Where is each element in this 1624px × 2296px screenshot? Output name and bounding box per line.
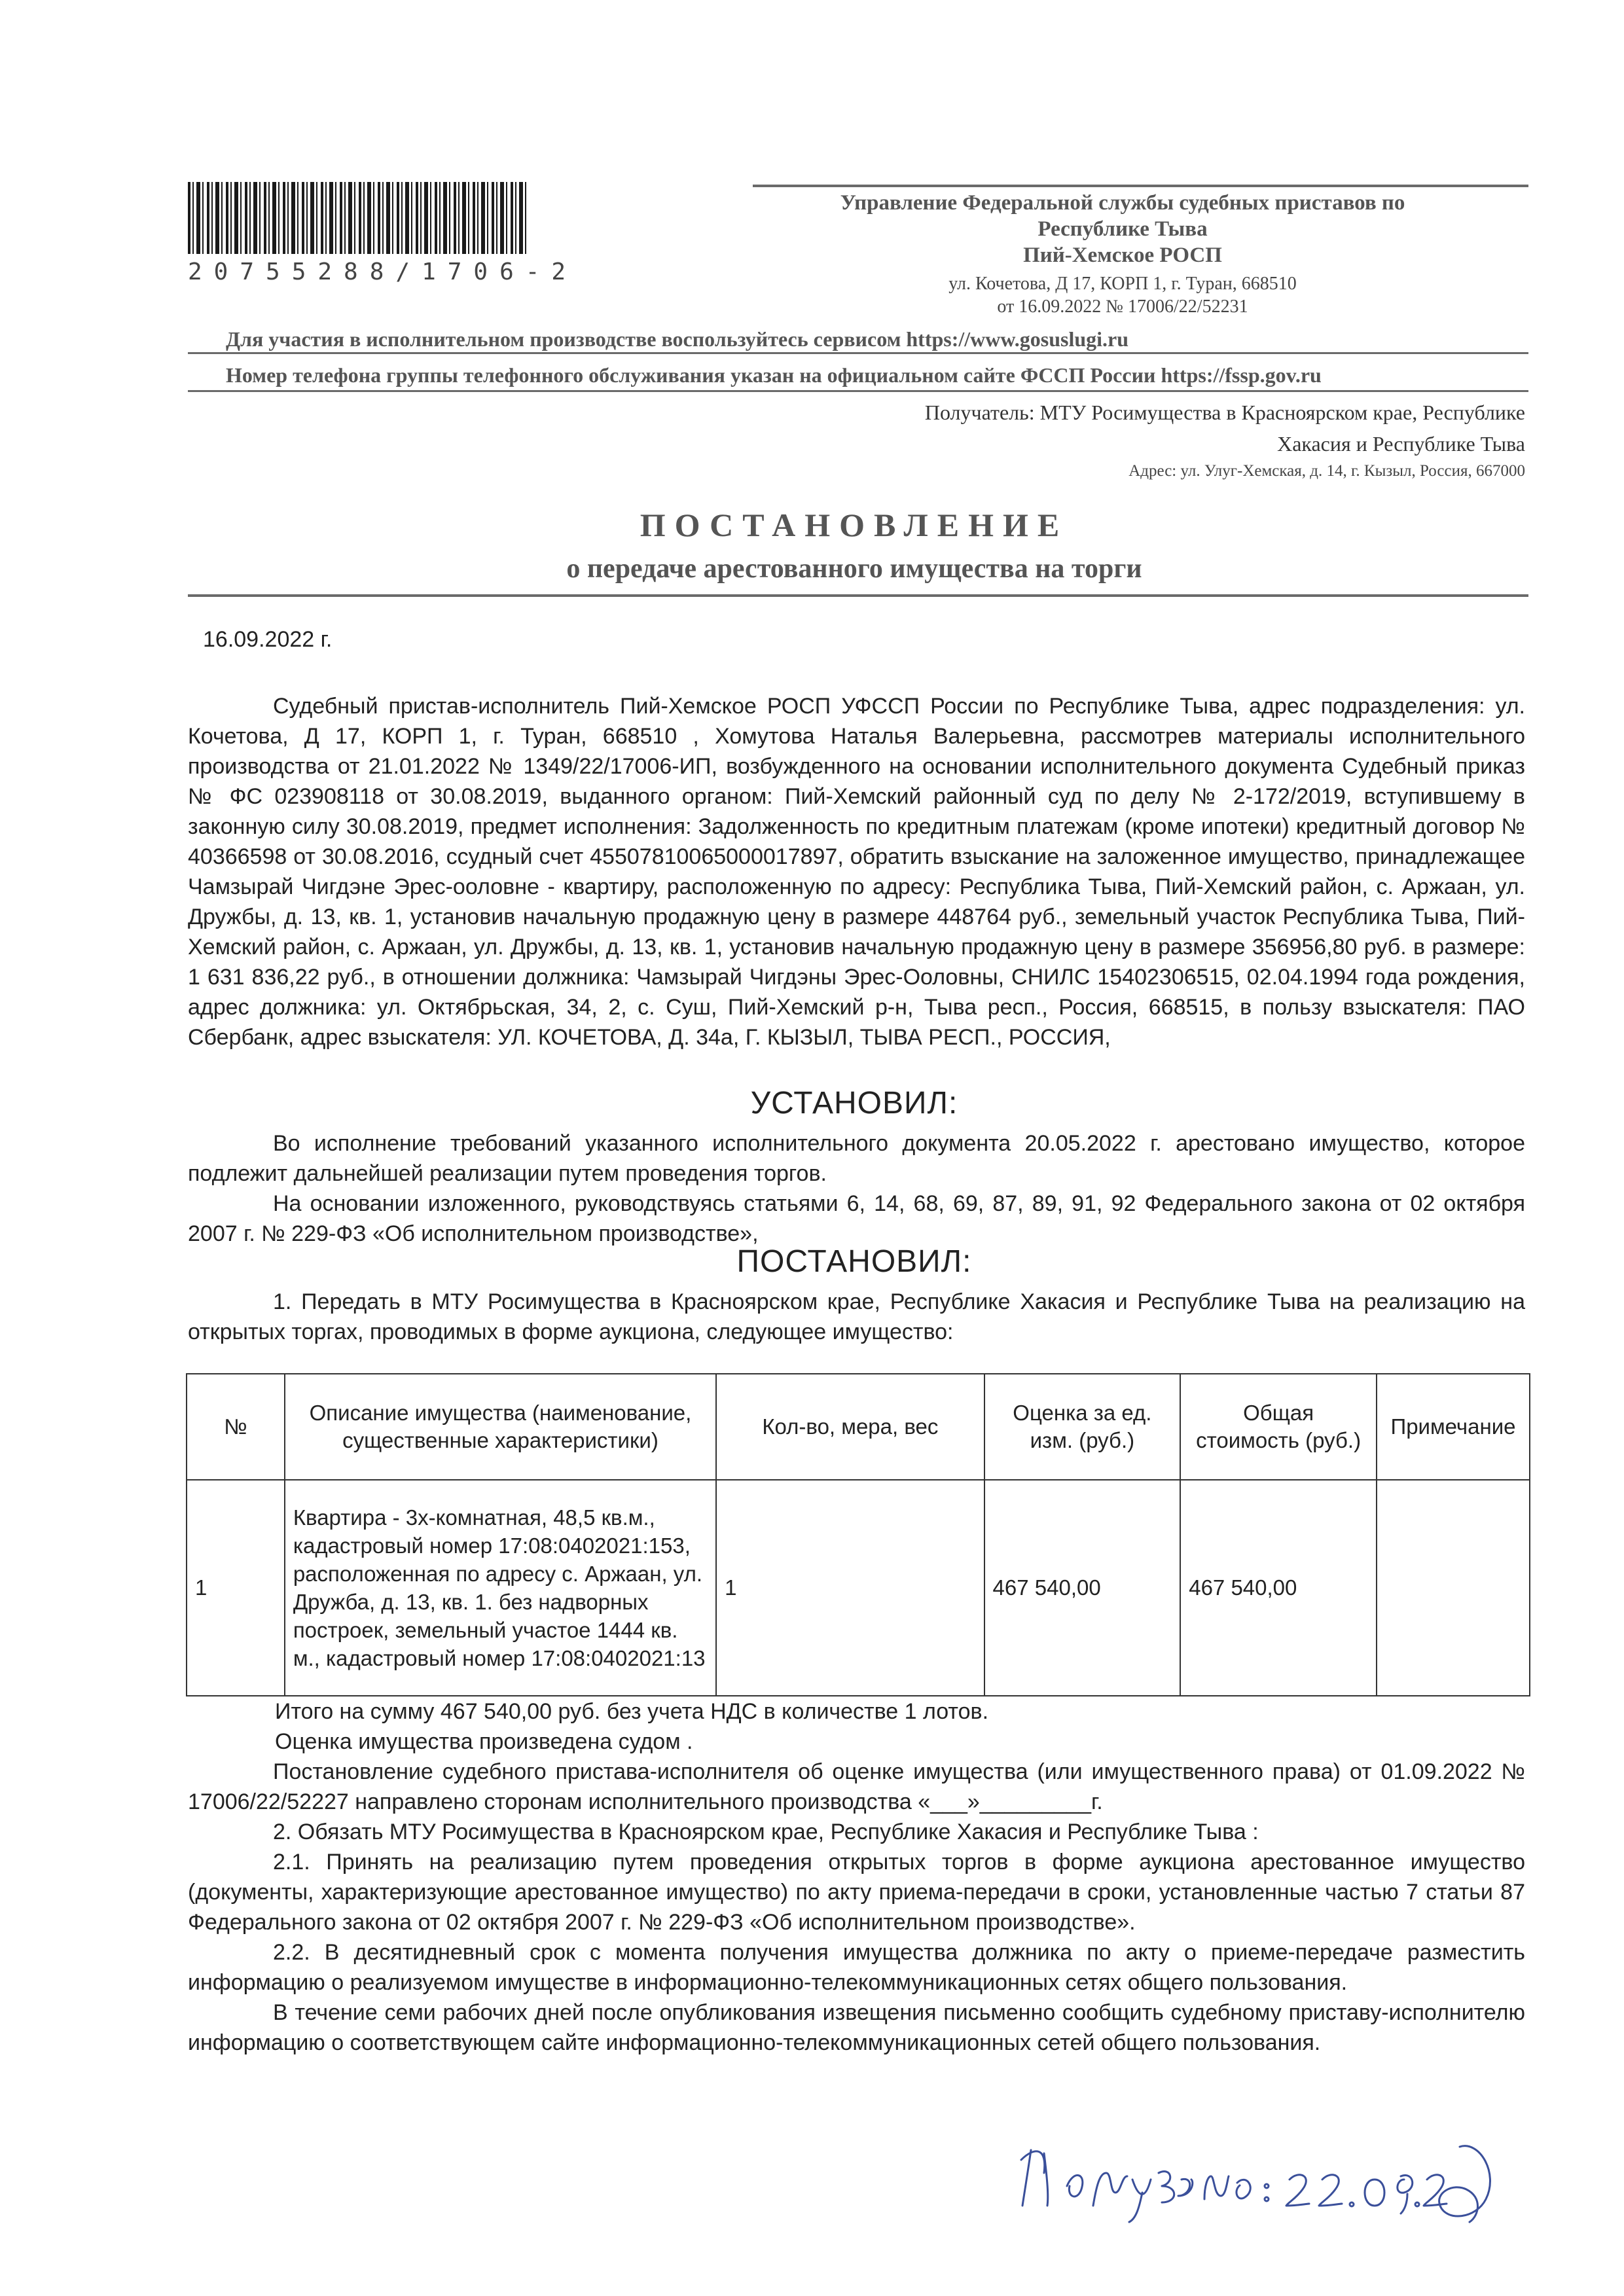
recipient-line1: Получатель: МТУ Росимущества в Красноярском крае, Республике — [924, 401, 1525, 424]
doc-title: ПОСТАНОВЛЕНИЕ — [640, 507, 1069, 543]
col-header-num: № — [187, 1374, 285, 1480]
resolved-paragraph-1: 1. Передать в МТУ Росимущества в Красноярском крае, Республике Хакасия и Республике Тыва на реализацию на открытых торгах, проводимых в форме аукциона, следующее имущество: — [188, 1289, 1525, 1344]
org-name-line2: Республике Тыва — [1038, 217, 1208, 241]
title-rule — [188, 594, 1528, 597]
total-line: Итого на сумму 467 540,00 руб. без учета НДС в количестве 1 лотов. — [275, 1699, 989, 1724]
phone-note: Номер телефона группы телефонного обслуживания указан на официальном сайте ФССП России https://fssp.gov.ru — [226, 363, 1322, 387]
handwritten-receipt-signature — [1008, 2134, 1506, 2225]
established-paragraph-2: На основании изложенного, руководствуясь статьями 6, 14, 68, 69, 87, 89, 91, 92 Федерального закона от 02 октября 2007 г. № 229-ФЗ «Об исполнительном производстве», — [188, 1191, 1525, 1246]
col-header-desc: Описание имущества (наименование, существенные характеристики) — [285, 1374, 716, 1480]
org-name-line1: Управление Федеральной службы судебных приставов по — [840, 191, 1405, 215]
notification-paragraph: В течение семи рабочих дней после опубликования извещения письменно сообщить судебному приставу-исполнителю информацию о соответствующем сайте информационно-телекоммуникационных сетей общего пользования. — [188, 2000, 1525, 2055]
obligation-paragraph: 2. Обязать МТУ Росимущества в Красноярском крае, Республике Хакасия и Республике Тыва : — [273, 1820, 1259, 1844]
resolved-heading: ПОСТАНОВИЛ: — [736, 1244, 972, 1279]
org-name-line3: Пий-Хемское РОСП — [1023, 243, 1222, 267]
gosuslugi-note: Для участия в исполнительном производстве воспользуйтесь сервисом https://www.gosuslugi.ru — [226, 327, 1129, 351]
obligation-2-2-paragraph: 2.2. В десятидневный срок с момента получения имущества должника по акту о приеме-передаче разместить информацию о реализуемом имуществе в информационно-телекоммуникационных сетях общего пользования. — [188, 1940, 1525, 1995]
col-header-qty: Кол-во, мера, вес — [716, 1374, 984, 1480]
recipient-address: Адрес: ул. Улуг-Хемская, д. 14, г. Кызыл, Россия, 667000 — [1128, 462, 1525, 480]
table-row — [187, 1480, 1530, 1696]
table-header-row — [187, 1374, 1530, 1480]
doc-date: 16.09.2022 г. — [203, 627, 333, 652]
intro-paragraph: Судебный пристав-исполнитель Пий-Хемское РОСП УФССП России по Республике Тыва, адрес подразделения: ул. Кочетова, Д 17, КОРП 1, г. Туран, 668510 , Хомутова Наталья Валерьевна, рассмотрев материалы исполнительного производства от 21.01.2022 № 1349/22/17006-ИП, возбужденного на основании исполнительного документа Судебный приказ № ФС 023908118 от 30.08.2019, выданного органом: Пий-Хемский районный суд по делу № 2-172/2019, вступившему в законную силу 30.08.2019, предмет исполнения: Задолженность по кредитным платежам (кроме ипотеки) кредитный договор № 40366598 от 30.08.2016, ссудный счет 45507810065000017897, обратить взыскание на заложенное имущество, принадлежащее Чамзырай Чигдэне Эрес-ооловне - квартиру, расположенную по адресу: Республика Тыва, Пий-Хемский район, с. Аржаан, ул. Дружбы, д. 13, кв. 1, установив начальную продажную цену в размере 448764 руб., земельный участок Республика Тыва, Пий-Хемский район, с. Аржаан, ул. Дружбы, д. 13, кв. 1, установив начальную продажную цену в размере 356956,80 руб. в размере: 1 631 836,22 руб., в отношении должника: Чамзырай Чигдэны Эрес-Ооловны, СНИЛС 15402306515, 02.04.1994 года рождения, адрес должника: ул. Октябрьская, 34, 2, с. Суш, Пий-Хемский р-н, Тыва респ., Россия, 668515, в пользу взыскателя: ПАО Сбербанк, адрес взыскателя: УЛ. КОЧЕТОВА, Д. 34а, Г. КЫЗЫЛ, ТЫВА РЕСП., РОССИЯ, — [188, 694, 1525, 1050]
org-address: ул. Кочетова, Д 17, КОРП 1, г. Туран, 668510 — [948, 274, 1297, 294]
cell-qty: 1 — [716, 1480, 984, 1696]
cell-desc: Квартира - 3х-комнатная, 48,5 кв.м., кадастровый номер 17:08:0402021:153, расположенная по адресу с. Аржаан, ул. Дружба, д. 13, кв. 1. без надворных построек, земельный участое 1444 кв. м., кадастровый номер 17:08:0402021:13 — [285, 1480, 716, 1696]
cell-unit-price: 467 540,00 — [984, 1480, 1181, 1696]
established-paragraph-1: Во исполнение требований указанного исполнительного документа 20.05.2022 г. арестовано имущество, которое подлежит дальнейшей реализации путем проведения торгов. — [188, 1131, 1525, 1186]
col-header-note: Примечание — [1377, 1374, 1530, 1480]
note-rule-1 — [188, 352, 1528, 354]
established-heading: УСТАНОВИЛ: — [750, 1086, 958, 1121]
property-table — [186, 1373, 1530, 1696]
obligation-2-1-paragraph: 2.1. Принять на реализацию путем проведения открытых торгов в форме аукциона арестованное имущество (документы, характеризующие арестованное имущество) по акту приема-передачи в сроки, установленные частью 7 статьи 87 Федерального закона от 02 октября 2007 г. № 229-ФЗ «Об исполнительном производстве». — [188, 1850, 1525, 1935]
note-rule-2 — [188, 390, 1528, 392]
recipient-line2: Хакасия и Республике Тыва — [1277, 432, 1525, 456]
valuation-line: Оценка имущества произведена судом . — [275, 1729, 693, 1754]
barcode — [188, 182, 528, 254]
col-header-unit-price: Оценка за ед. изм. (руб.) — [984, 1374, 1181, 1480]
doc-subtitle: о передаче арестованного имущества на торги — [566, 554, 1142, 584]
cell-num: 1 — [187, 1480, 285, 1696]
valuation-resolution-paragraph: Постановление судебного пристава-исполнителя об оценке имущества (или имущественного права) от 01.09.2022 № 17006/22/52227 направлено сторонам исполнительного производства «___»_________г. — [188, 1759, 1525, 1814]
cell-total: 467 540,00 — [1180, 1480, 1377, 1696]
col-header-total: Общая стоимость (руб.) — [1180, 1374, 1377, 1480]
barcode-number: 20755288/1706-2 — [188, 259, 578, 285]
doc-ref: от 16.09.2022 № 17006/22/52231 — [997, 296, 1248, 317]
header-rule — [753, 185, 1528, 187]
cell-note — [1377, 1480, 1530, 1696]
